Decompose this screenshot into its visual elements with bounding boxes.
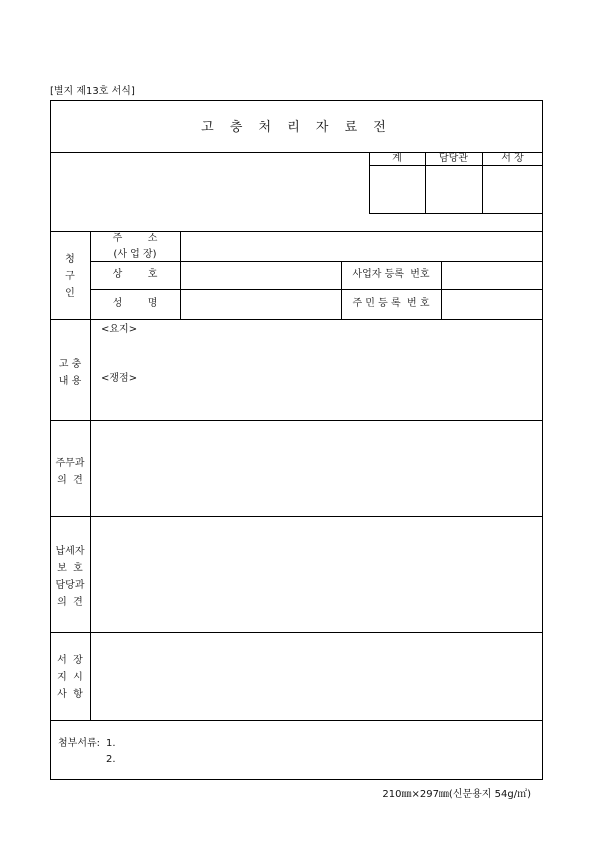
resident-reg-label: 주 민 등 록 번 호: [352, 298, 430, 309]
divider-dept-opinion: [50, 420, 543, 421]
taxpayer-opinion-label: 납세자 보 호 담당과 의 견: [55, 546, 85, 608]
divider-director: [50, 632, 543, 633]
director-label: 서 장 지 시 사 항: [57, 655, 83, 700]
divider-claimant-top: [50, 231, 543, 232]
divider-trade-name: [90, 289, 543, 290]
page-title: 고 충 처 리 자 료 전: [201, 120, 392, 135]
address-label-sub: (사 업 장): [113, 249, 157, 260]
attachment-item-1: 1.: [106, 738, 116, 749]
claimant-right-divider: [441, 261, 442, 319]
issue-label: <쟁점>: [101, 373, 138, 384]
address-label: 주 소: [112, 233, 158, 244]
attachment-item-2: 2.: [106, 754, 116, 765]
paper-spec-footer: 210㎜×297㎜(신문용지 54g/㎡): [382, 789, 531, 800]
approval-col-director: 서 장: [501, 153, 524, 164]
divider-attachments: [50, 720, 543, 721]
attachments-label: 첨부서류:: [58, 738, 101, 749]
approval-col-officer: 담당관: [439, 153, 468, 164]
name-label: 성 명: [112, 298, 158, 309]
divider-taxpayer-opinion: [50, 516, 543, 517]
dept-opinion-label: 주무과 의 견: [55, 458, 85, 486]
claimant-label: 청 구 인: [65, 254, 75, 299]
approval-col-staff: 계: [392, 153, 402, 164]
divider-grievance: [50, 319, 543, 320]
summary-label: <요지>: [101, 324, 138, 335]
label-column-divider-lower: [90, 420, 91, 720]
grievance-label: 고 충 내 용: [58, 359, 82, 387]
business-reg-label: 사업자 등록 번호: [352, 269, 430, 280]
approval-box: [369, 152, 543, 214]
claimant-field-divider: [180, 231, 181, 319]
divider-address: [90, 261, 543, 262]
trade-name-label: 상 호: [112, 269, 158, 280]
form-number: [별지 제13호 서식]: [50, 86, 135, 97]
